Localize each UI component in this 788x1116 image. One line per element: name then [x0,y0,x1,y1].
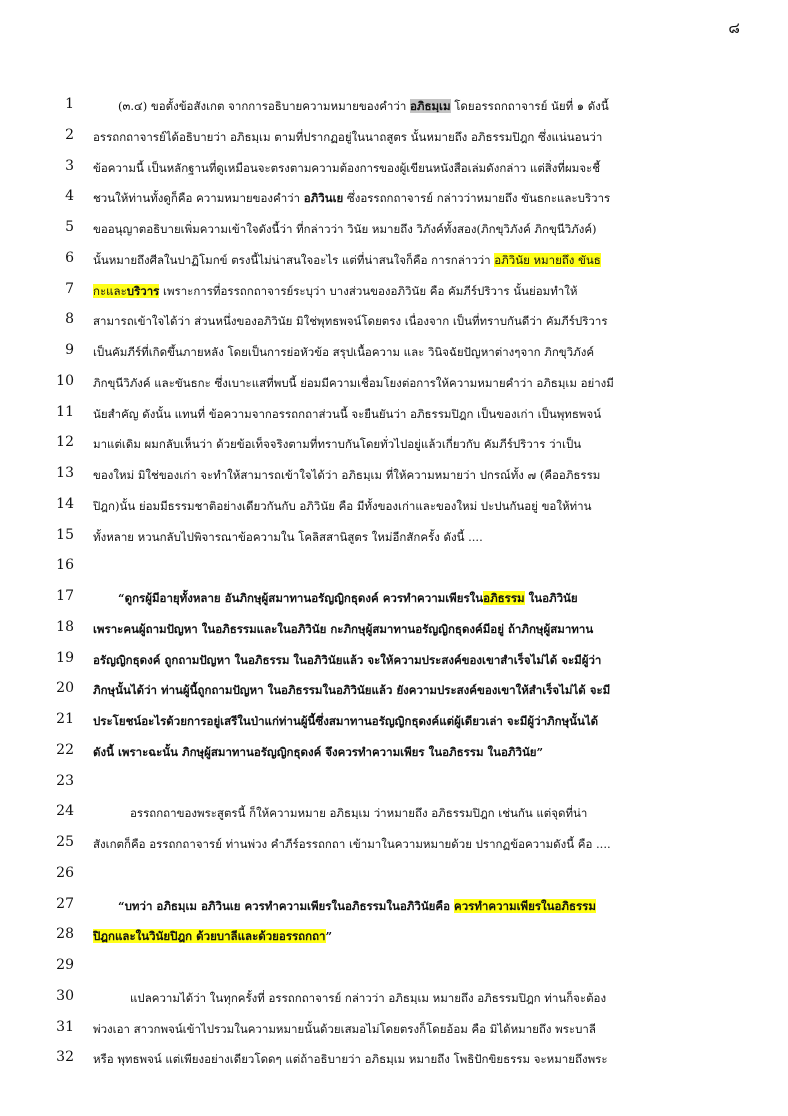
text-segment: ชวนให้ท่านทั้งดูก็คือ ความหมายของคำว่า [93,191,304,206]
line-number: 7 [65,280,74,297]
line-text [93,343,705,361]
line-text [93,835,705,853]
line-text [118,589,705,607]
text-segment: พ่วงเอา สาวกพจน์เข้าไปรวมในความหมายนั้นด้วยเสมอไม่โดยตรงก็โดยอ้อม คือ มิได้หมายถึง พระบาลี [93,1021,596,1036]
line-number: 2 [65,126,74,143]
line-number: 13 [56,465,74,481]
text-line [0,430,788,460]
text-segment: มาแต่เดิม ผมกลับเห็นว่า ด้วยข้อเท็จจริงตามที่ทราบกันโดยทั่วไปอยู่แล้วเกี่ยวกับ คัมภีร์ปริวาร ว่าเป็น [93,437,582,452]
line-text [93,189,705,207]
line-text [93,528,705,546]
text-line [0,338,788,368]
line-text [93,681,705,699]
text-line [0,553,788,583]
line-text [93,497,705,515]
text-line [0,400,788,430]
line-text [93,620,705,638]
text-segment: นั้นหมายถึงศีลในปาฏิโมกข์ ตรงนี้ไม่น่าสนใจอะไร แต่ที่น่าสนใจก็คือ การกล่าวว่า [93,252,495,267]
line-number: 15 [56,526,74,543]
text-line [0,707,788,737]
text-line [0,246,788,276]
line-number: 28 [56,926,74,943]
text-segment: อรัญญิกธุดงค์ ถูกถามปัญหา ในอภิธรรม ในอภิวินัยแล้ว จะให้ความประสงค์ของเขาสำเร็จไม่ได้ จะมีผู้ว่า [93,652,602,667]
text-segment: อรรถกถาจารย์ได้อธิบายว่า อภิธมฺเม ตามที่ปรากฏอยู่ในนาถสูตร นั้นหมายถึง อภิธรรมปิฎก ซึ่งแน่นอนว่า [93,129,603,144]
text-line [0,1045,788,1075]
line-number: 22 [56,741,74,758]
line-text [93,435,705,453]
line-text [93,312,705,330]
text-line [0,830,788,860]
text-line [0,369,788,399]
line-number: 16 [56,557,74,574]
text-line [0,277,788,307]
line-number: 14 [56,495,74,512]
text-segment: แปลความได้ว่า ในทุกครั้งที่ อรรถกถาจารย์ กล่าวว่า อภิธมฺเม หมายถึง อภิธรรมปิฎก ท่านก็จะต้อง [130,990,607,1005]
text-line [0,307,788,337]
text-segment: สามารถเข้าใจได้ว่า ส่วนหนึ่งของอภิวินัย มิใช่พุทธพจน์โดยตรง เนื่องจาก เป็นที่ทราบกันดีว่า คัมภีร์ปริวาร [93,314,608,329]
line-number: 20 [56,680,74,697]
line-number: 21 [56,711,74,727]
line-text [93,1020,705,1038]
text-line [0,738,788,768]
text-line [0,646,788,676]
highlighted-text: ควรทำความเพียรในอภิธรรม [454,898,596,913]
text-line [0,123,788,153]
text-segment: ข้อความนี้ เป็นหลักฐานที่ดูเหมือนจะตรงตามความต้องการของผู้เขียนหนังสือเล่มดังกล่าว แต่สิ่งที่ผมจะชี้ [93,160,601,175]
text-line [0,184,788,214]
line-number: 8 [65,311,74,328]
line-number: 10 [56,372,74,389]
line-number: 24 [56,803,74,820]
line-text [93,374,705,392]
text-segment: ซึ่งอรรถกถาจารย์ กล่าวว่าหมายถึง ขันธกะและบริวาร [343,191,611,206]
highlighted-text: อภิธมฺเม [409,99,451,113]
highlighted-text: บริวาร [126,283,160,298]
text-segment: ภิกขุนีวิภังค์ และขันธกะ ซึ่งเบาะแสที่พบนี้ ย่อมมีความเชื่อมโยงต่อการให้ความหมายคำว่า อภิธมฺเม อย่างมี [93,375,614,390]
line-number: 3 [65,157,74,174]
text-segment: ดังนี้ เพราะฉะนั้น ภิกษุผู้สมาทานอรัญญิกธุดงค์ จึงควรทำความเพียร ในอภิธรรม ในอภิวินัย” [93,744,544,759]
text-segment: เพราะคนผู้ถามปัญหา ในอภิธรรมและในอภิวินัย กะภิกษุผู้สมาทานอรัญญิกธุดงค์มีอยู่ ถ้าภิกษุผู้สมาทาน [93,621,594,636]
text-segment: ทั้งหลาย หวนกลับไปพิจารณาข้อความใน โคลิสสานิสูตร ใหม่อีกสักครั้ง ดังนี้ .... [93,529,483,544]
line-text [93,282,705,300]
line-number: 30 [56,987,74,1004]
line-number: 5 [65,219,74,235]
line-text [118,97,705,115]
text-segment: อภิวินเย [303,191,344,206]
line-text [93,1050,705,1068]
line-number: 11 [56,403,74,420]
text-segment: โดยอรรถกถาจารย์ นัยที่ ๑ ดังนี้ [450,99,609,113]
text-segment: ขออนุญาตอธิบายเพิ่มความเข้าใจดังนี้ว่า ที่กล่าวว่า วินัย หมายถึง วิภังค์ทั้งสอง(ภิกขุวิภังค์ ภิกขุนีวิภังค์) [93,222,597,236]
text-line [0,676,788,706]
text-line [0,154,788,184]
line-number: 17 [56,588,74,604]
page-number: ๘ [728,19,740,37]
text-line [0,461,788,491]
line-text [93,128,705,146]
text-segment: เป็นคัมภีร์ที่เกิดขึ้นภายหลัง โดยเป็นการย่อหัวข้อ สรุปเนื้อความ และ วินิจฉัยปัญหาต่างๆจาก ภิกขุวิภังค์ [93,345,595,359]
line-text [130,804,705,822]
text-segment: ประโยชน์อะไรด้วยการอยู่เสรีในป่าแก่ท่านผู้นี้ซึ่งสมาทานอรัญญิกธุดงค์แต่ผู้เดียวเล่า จะมีผู้ว่าภิกษุนั้นได้ [93,714,599,728]
text-line [0,953,788,983]
text-segment: ของใหม่ มิใช่ของเก่า จะทำให้สามารถเข้าใจได้ว่า อภิธมฺเม ที่ให้ความหมายว่า ปกรณ์ทั้ง ๗ (คืออภิธรรม [93,468,601,482]
highlighted-text: อภิวินัย หมายถึง ขันธ [494,252,601,267]
text-line [0,799,788,829]
line-number: 32 [56,1049,74,1066]
text-line [0,215,788,245]
text-segment: เพราะการที่อรรถกถาจารย์ระบุว่า บางส่วนของอภิวินัย คือ คัมภีร์ปริวาร นั้นย่อมทำให้ [159,283,578,298]
line-text [93,251,705,269]
text-line [0,92,788,122]
line-number: 25 [56,834,74,850]
text-line [0,769,788,799]
line-number: 23 [56,772,74,789]
text-line [0,615,788,645]
text-line [0,984,788,1014]
text-line [0,1015,788,1045]
line-number: 31 [56,1018,74,1035]
text-segment: “ดูกรผู้มีอายุทั้งหลาย อันภิกษุผู้สมาทานอรัญญิกธุดงค์ ควรทำความเพียรใน [118,591,484,605]
line-text [118,897,705,915]
text-segment: อรรถกถาของพระสูตรนี้ ก็ให้ความหมาย อภิธมฺเม ว่าหมายถึง อภิธรรมปิฎก เช่นกัน แต่จุดที่น่า [130,806,588,821]
highlighted-text: ปิฎกและในวินัยปิฎก ด้วยบาลีและด้วยอรรถกถา [93,929,326,944]
line-number: 9 [65,342,74,358]
line-text [93,466,705,484]
text-segment: ปิฎก)นั้น ย่อมมีธรรมชาติอย่างเดียวกันกับ อภิวินัย คือ มีทั้งของเก่าและของใหม่ ปะปนกันอยู่ ขอให้ท่าน [93,498,592,513]
text-segment: ในอภิวินัย [524,591,578,605]
text-line [0,584,788,614]
line-text [130,989,705,1007]
line-number: 4 [65,188,74,205]
text-segment: ” [325,929,333,944]
text-line [0,892,788,922]
text-line [0,861,788,891]
text-line [0,523,788,553]
line-number: 19 [56,649,74,666]
text-line [0,922,788,952]
text-segment: สังเกตก็คือ อรรถกถาจารย์ ท่านพ่วง คำภีร์อรรถกถา เข้ามาในความหมายด้วย ปรากฏข้อความดังนี้ คือ .... [93,837,611,851]
text-segment: ภิกษุนั้นได้ว่า ท่านผู้นี้ถูกถามปัญหา ในอภิธรรมในอภิวินัยแล้ว ยังความประสงค์ของเขาให้สำเร็จไม่ได้ จะมี [93,683,611,698]
line-text [93,743,705,761]
line-number: 26 [56,864,74,881]
line-text [93,712,705,730]
line-text [93,159,705,177]
line-number: 18 [56,618,74,635]
line-text [93,405,705,423]
line-number: 1 [65,96,74,112]
text-segment: “บทว่า อภิธมฺเม อภิวินเย ควรทำความเพียรในอภิธรรมในอภิวินัยคือ [118,898,455,913]
line-number: 27 [56,895,74,912]
line-number: 12 [56,434,74,451]
text-line [0,492,788,522]
text-segment: (๓.๔) ขอตั้งข้อสังเกต จากการอธิบายความหมายของคำว่า [118,99,410,113]
line-text [93,651,705,669]
text-segment: หรือ พุทธพจน์ แต่เพียงอย่างเดียวโดดๆ แต่ถ้าอธิบายว่า อภิธมฺเม หมายถึง โพธิปักขิยธรรม จะหมายถึงพระ [93,1052,608,1067]
line-number: 29 [56,957,74,973]
line-number: 6 [65,249,74,266]
highlighted-text: กะและ [93,283,127,298]
line-text [93,927,705,945]
highlighted-text: อภิธรรม [483,591,525,605]
line-text [93,220,705,238]
text-segment: นัยสำคัญ ดังนั้น แทนที่ ข้อความจากอรรถกถาส่วนนี้ จะยืนยันว่า อภิธรรมปิฎก เป็นของเก่า เป็นพุทธพจน์ [93,406,602,421]
